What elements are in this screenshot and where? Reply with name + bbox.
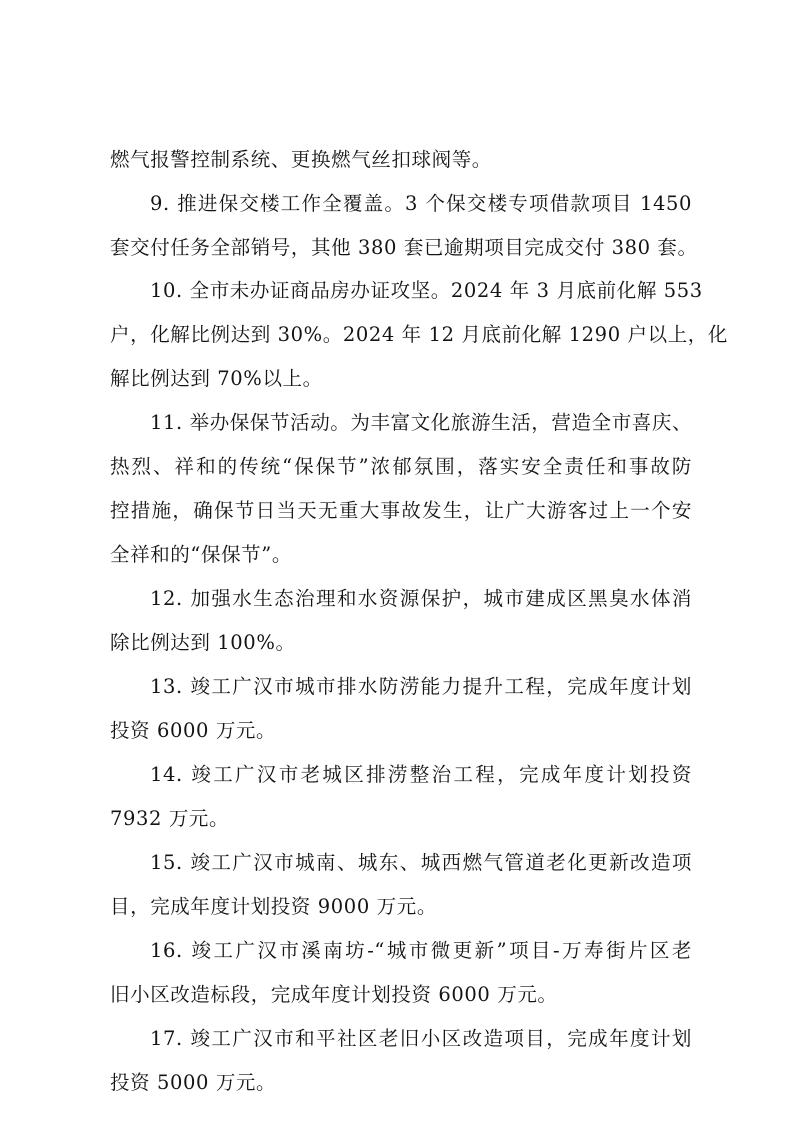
text-line: 投资 6000 万元。 <box>110 719 277 742</box>
text-line: 17. 竣工广汉市和平社区老旧小区改造项目，完成年度计划 <box>150 1027 692 1050</box>
text-line: 13. 竣工广汉市城市排水防涝能力提升工程，完成年度计划 <box>150 675 692 698</box>
text-line: 11. 举办保保节活动。为丰富文化旅游生活，营造全市喜庆、 <box>150 411 693 434</box>
text-line: 12. 加强水生态治理和水资源保护，城市建成区黑臭水体消 <box>150 587 692 610</box>
text-line: 套交付任务全部销号，其他 380 套已逾期项目完成交付 380 套。 <box>110 236 698 259</box>
text-line: 15. 竣工广汉市城南、城东、城西燃气管道老化更新改造项 <box>150 851 692 874</box>
text-line: 9. 推进保交楼工作全覆盖。3 个保交楼专项借款项目 1450 <box>150 192 692 215</box>
text-line: 除比例达到 100%。 <box>110 631 296 654</box>
text-line: 燃气报警控制系统、更换燃气丝扣球阀等。 <box>110 148 492 171</box>
text-line: 热烈、祥和的传统“保保节”浓郁氛围，落实安全责任和事故防 <box>110 455 692 478</box>
text-line: 10. 全市未办证商品房办证攻坚。2024 年 3 月底前化解 553 <box>150 279 703 302</box>
text-line: 户，化解比例达到 30%。2024 年 12 月底前化解 1290 户以上，化 <box>110 323 728 346</box>
text-line: 目，完成年度计划投资 9000 万元。 <box>110 895 437 918</box>
text-line: 14. 竣工广汉市老城区排涝整治工程，完成年度计划投资 <box>150 763 692 786</box>
text-line: 投资 5000 万元。 <box>110 1071 277 1094</box>
text-line: 全祥和的“保保节”。 <box>110 543 292 566</box>
text-line: 解比例达到 70%以上。 <box>110 367 323 390</box>
text-line: 7932 万元。 <box>110 807 230 830</box>
text-line: 控措施，确保节日当天无重大事故发生，让广大游客过上一个安 <box>110 499 692 522</box>
text-line: 16. 竣工广汉市溪南坊-“城市微更新”项目-万寿街片区老 <box>150 939 692 962</box>
text-line: 旧小区改造标段，完成年度计划投资 6000 万元。 <box>110 983 558 1006</box>
